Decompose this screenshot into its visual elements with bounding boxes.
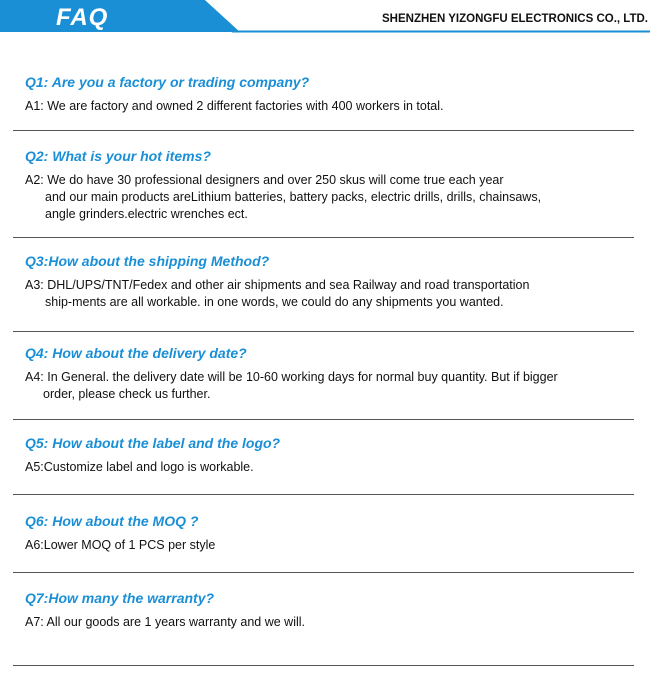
divider (13, 572, 634, 573)
faq-answer (25, 172, 625, 223)
faq-question: Q4: How about the delivery date? (25, 345, 247, 361)
faq-answer (25, 98, 625, 115)
company-name: SHENZHEN YIZONGFU ELECTRONICS CO., LTD. (382, 13, 648, 25)
answer-line: angle grinders.electric wrenches ect. (45, 207, 248, 221)
divider (13, 130, 634, 131)
answer-line: A1: We are factory and owned 2 different factories with 400 workers in total. (25, 99, 444, 113)
divider (13, 419, 634, 420)
divider (13, 665, 634, 666)
answer-line: A3: DHL/UPS/TNT/Fedex and other air shipments and sea Railway and road transportation (25, 278, 530, 292)
faq-question: Q7:How many the warranty? (25, 590, 215, 606)
faq-answer (25, 369, 625, 403)
answer-line: and our main products areLithium batteries, battery packs, electric drills, drills, chainsaws, (45, 190, 542, 204)
faq-answer (25, 537, 625, 554)
header-banner (0, 0, 650, 40)
divider (13, 494, 634, 495)
answer-line: A2: We do have 30 professional designers and over 250 skus will come true each year (25, 173, 504, 187)
divider (13, 237, 634, 238)
answer-line: A6:Lower MOQ of 1 PCS per style (25, 538, 216, 552)
faq-question: Q1: Are you a factory or trading company? (25, 74, 310, 90)
faq-answer (25, 459, 625, 476)
answer-line: A4: In General. the delivery date will be 10-60 working days for normal buy quantity. But if bigger (25, 370, 558, 384)
faq-answer (25, 277, 625, 311)
faq-question: Q2: What is your hot items? (25, 148, 211, 164)
faq-answer (25, 614, 625, 631)
faq-question: Q5: How about the label and the logo? (25, 435, 281, 451)
faq-question: Q3:How about the shipping Method? (25, 253, 270, 269)
divider (13, 331, 634, 332)
answer-line: A5:Customize label and logo is workable. (25, 460, 254, 474)
page-title: FAQ (56, 4, 109, 31)
answer-line: A7: All our goods are 1 years warranty and we will. (25, 615, 305, 629)
answer-line: order, please check us further. (43, 387, 211, 401)
answer-line: ship-ments are all workable. in one words, we could do any shipments you wanted. (45, 295, 504, 309)
faq-question: Q6: How about the MOQ ? (25, 513, 199, 529)
